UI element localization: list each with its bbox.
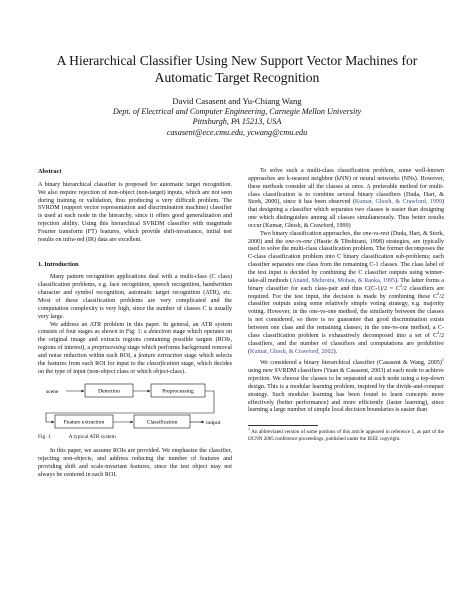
- right-paragraph-3: We considered a binary hierarchical classifier (Casasent & Wang, 2005)$^1$ using new SVRDM classifiers (Yuan & Casasent, 2003) at each node to achieve rejection. We choose the classes to be separated at each node using a top-down design. This is a modular learning problem, inspired by the divide-and-conquer strategy. Such modular learning has been found to learn concepts more effectively (better performance) and more efficiently (faster learning), since learning a large number of simple local decision boundaries is easier than: [248, 357, 444, 414]
- abstract-text: A binary hierarchical classifier is proposed for automatic target recognition. We also require rejection of non-object (non-target) inputs, which are not seen during training or validation, thus producing a very difficult problem. The SVRDM (support vector representation and discrimination machine) classifier is used at each node in the hierarchy, since it offers good generalization and rejection ability. Using this hierarchical SVRDM classifier with magnitude Fourier transform (FT) features, which provide shift-invariance, initial test results on infra-red (IR) data are excellent.: [38, 181, 232, 243]
- footnote-rule: [248, 425, 318, 426]
- title-line-1: A Hierarchical Classifier Using New Support Vector Machines for: [56, 53, 418, 68]
- term-feature-extraction: feature extraction: [138, 352, 183, 359]
- citation-link[interactable]: Kumar, Ghosh, & Crawford, 1999: [354, 199, 442, 206]
- title-line-2: Automatic Target Recognition: [154, 70, 320, 85]
- figure-caption: [38, 434, 232, 442]
- right-paragraph-2: Two binary classification approaches, the one-vs-rest (Duda, Hart, & Stork, 2000) and the one-vs-one (Hastie & Tibshirani, 1998) strategies, are typically used to solve the multi-class classification problem. The former decomposes the C-class classification problem into C binary classification sub-problems; each classifier separates one class from the remaining C-1 classes. The class label of the test input is decided by combining the C classifier outputs using winner-take-all methods (Anand, Mehrotra, Mohan, & Ranka, 1995). The latter forms a binary classifier for each class-pair and thus $C(C-1)/2 = C^2/2$ classifiers are required. For the test input, the decision is made by combining these $C^2/2$ classifier outputs using some relatively simple voting strategy, e.g. majority voting. However, in the one-vs-one method, the similarity between the classes is not considered, so there is no guarantee that good discrimination exists between one class and the remaining classes; in the one-vs-one method, a C-class classification problem is exhaustively decomposed into a set of $C^2/2$ classifiers, and the number of classifiers and computations are prohibitive (Kumar, Ghosh, & Crawford, 2002).: [248, 230, 445, 355]
- scene-label: scene: [46, 389, 59, 396]
- intro-paragraph-1: Many pattern recognition applications deal with a multi-class (C class) classification problems, e.g. face recognition, speech recognition, handwritten character and symbol recognition, automatic target recognition (ATR), etc. Most of these classification problems are very complicated and the computation complexity is very high, since the number of classes C is usually very large.: [38, 274, 232, 320]
- term-one-vs-rest: one-vs-rest: [362, 230, 390, 237]
- paper-title: [20, 52, 454, 86]
- citation-link[interactable]: Anand, Mehrotra, Mohan, & Ranka, 1995: [292, 277, 396, 284]
- emails: casasent@ece.cmu.edu, ycwang@cmu.edu: [166, 127, 308, 137]
- classification-label: Classification: [146, 420, 178, 427]
- abstract-heading: Abstract: [38, 168, 62, 175]
- atr-block-diagram: [38, 380, 232, 432]
- author-names: David Casasent and Yu-Chiang Wang: [172, 96, 302, 106]
- term-detection: detection: [148, 329, 171, 336]
- address: Pittsburgh, PA 15213, USA: [192, 117, 282, 126]
- atr-system-figure: [38, 380, 232, 432]
- affiliation: Dept. of Electrical and Computer Engineering, Carnegie Mellon University: [112, 106, 362, 116]
- term-one-vs-one: one-vs-one: [285, 238, 313, 245]
- term-preprocessing: preprocessing: [91, 345, 126, 352]
- intro-paragraph-3: In this paper, we assume ROIs are provided. We emphasize the classifier, rejecting non-objects, and address reducing the number of features and providing shift and scale-invariant features, since the test object may not always be centered in each ROI.: [38, 448, 232, 478]
- right-column: [248, 168, 444, 442]
- preprocessing-label: Preprocessing: [162, 389, 194, 396]
- output-label: output: [206, 420, 221, 427]
- footnote-marker: 1: [441, 357, 444, 363]
- right-paragraph-1: To solve such a multi-class classification problem, some well-known approaches are k-nearest neighbor (kNN) or neural networks (NNs). However, these methods consider all the classes at once. A preferable method for multi-class classification is to combine several binary classifiers (Duda, Hart, & Stork, 2000), since it has been observed (Kumar, Ghosh, & Crawford, 1999) that designing a classifier which separates two classes is easier than designing one which distinguishes among all classes simultaneously. Thus better results occur (Kumar, Ghosh, & Crawford, 1999): [248, 168, 444, 229]
- detection-label: Detection: [98, 389, 120, 396]
- term-classification: classification: [146, 360, 180, 367]
- figure-caption-label: Fig. 1: [38, 434, 51, 441]
- introduction-heading: 1. Introduction: [38, 260, 79, 268]
- author-block: [20, 96, 454, 138]
- citation-link[interactable]: Kumar, Ghosh, & Crawford, 2002: [250, 348, 334, 355]
- footnote: $^1$ An abbreviated version of some portions of this article appeared in reference 1, as part of the IJCNN 2005 conference proceedings, published under the IEEE copyright.: [248, 426, 444, 442]
- intro-paragraph-2: We address an ATR problem in this paper. In general, an ATR system consists of four stages as shown in Fig: 1: a detection stage which operates on the original image and extracts regions containing possible targets (ROIs, regions of interest), a preprocessing stage which performs background removal and noise reduction within each ROI, a feature extraction stage which selects the features from each ROI for input to the classification stage, which decides on the type of input (non-object class or which object-class).: [38, 321, 233, 375]
- left-column: [38, 168, 232, 480]
- figure-caption-text: A typical ATR system: [68, 434, 116, 441]
- feature-extraction-label: Feature extraction: [63, 420, 105, 427]
